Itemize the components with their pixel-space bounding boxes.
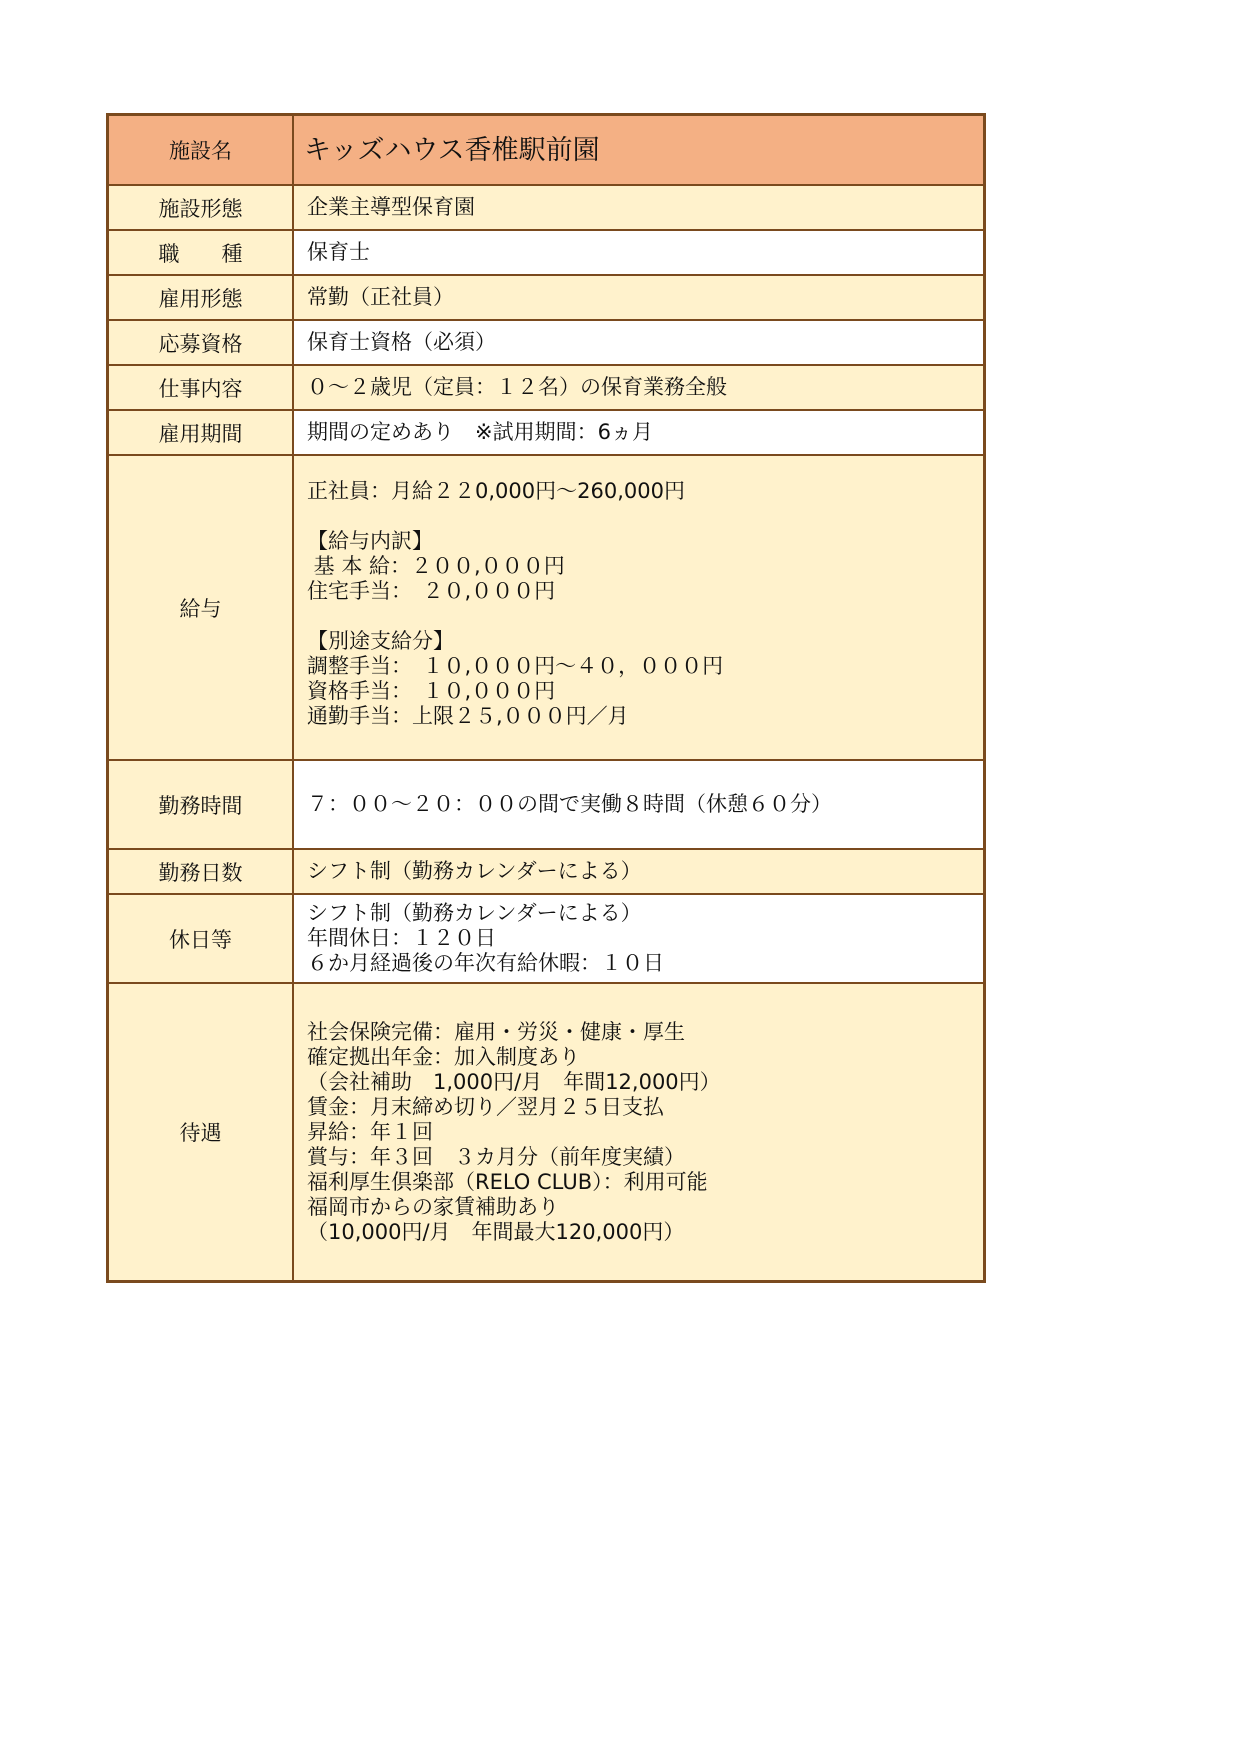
qualification-row <box>109 319 983 364</box>
salary-line: 基 本 給：２００,０００円 <box>307 554 565 578</box>
work-days-row <box>109 848 983 893</box>
holidays-line: シフト制（勤務カレンダーによる） <box>307 901 642 925</box>
benefits-line: 福利厚生倶楽部（RELO CLUB）：利用可能 <box>307 1169 708 1194</box>
salary-line: 住宅手当： ２０,０００円 <box>307 579 556 603</box>
benefits-row <box>109 982 983 1280</box>
qualification-label: 応募資格 <box>109 321 294 364</box>
holidays-row <box>109 893 983 982</box>
benefits-line: 昇給：年１回 <box>307 1119 433 1144</box>
job-type-row <box>109 229 983 274</box>
facility-name-value: キッズハウス香椎駅前園 <box>304 134 600 166</box>
benefits-line: 賃金：月末締め切り／翌月２５日支払 <box>307 1094 664 1119</box>
work-days-value: シフト制（勤務カレンダーによる） <box>307 859 642 883</box>
job-content-row <box>109 364 983 409</box>
facility-type-row <box>109 184 983 229</box>
job-content-label: 仕事内容 <box>109 366 294 409</box>
facility-name-row <box>109 116 983 184</box>
employment-type-row <box>109 274 983 319</box>
salary-row <box>109 454 983 759</box>
holidays-value <box>294 895 983 982</box>
salary-line: 資格手当： １０,０００円 <box>307 679 556 703</box>
salary-line: 正社員：月給２２0,000円～260,000円 <box>307 479 685 503</box>
holidays-label: 休日等 <box>109 895 294 982</box>
salary-line: 【給与内訳】 <box>307 529 433 553</box>
benefits-label: 待遇 <box>109 984 294 1280</box>
salary-line <box>307 604 983 629</box>
salary-line: 通勤手当：上限２５,０００円／月 <box>307 704 629 728</box>
facility-type-label: 施設形態 <box>109 186 294 229</box>
benefits-line: （会社補助 1,000円/月 年間12,000円） <box>307 1069 721 1094</box>
benefits-line: 社会保険完備：雇用・労災・健康・厚生 <box>307 1019 685 1044</box>
benefits-line: 確定拠出年金：加入制度あり <box>307 1044 580 1069</box>
employment-type-value: 常勤（正社員） <box>307 285 454 309</box>
salary-line: 調整手当： １０,０００円～４０，０００円 <box>307 654 724 678</box>
work-hours-label: 勤務時間 <box>109 761 294 848</box>
work-hours-row <box>109 759 983 848</box>
salary-line <box>307 504 983 529</box>
holidays-line: 年間休日：１２０日 <box>307 926 496 950</box>
benefits-line: 賞与：年３回 ３カ月分（前年度実績） <box>307 1144 685 1169</box>
employment-period-label: 雇用期間 <box>109 411 294 454</box>
employment-period-row <box>109 409 983 454</box>
salary-line: 【別途支給分】 <box>307 629 454 653</box>
job-type-label: 職 種 <box>109 231 294 274</box>
work-days-label: 勤務日数 <box>109 850 294 893</box>
benefits-line: （10,000円/月 年間最大120,000円） <box>307 1219 685 1244</box>
facility-name-label: 施設名 <box>109 116 294 184</box>
work-hours-value: ７：００～２０：００の間で実働８時間（休憩６０分） <box>307 792 832 816</box>
job-info-table <box>106 113 986 1283</box>
employment-period-value: 期間の定めあり ※試用期間：6ヵ月 <box>307 420 653 444</box>
benefits-value <box>294 984 983 1280</box>
facility-type-value: 企業主導型保育園 <box>307 195 475 219</box>
employment-type-label: 雇用形態 <box>109 276 294 319</box>
job-type-value: 保育士 <box>307 240 370 264</box>
job-content-value: ０～２歳児（定員：１２名）の保育業務全般 <box>307 375 727 399</box>
holidays-line: ６か月経過後の年次有給休暇：１０日 <box>307 951 664 975</box>
salary-label: 給与 <box>109 456 294 759</box>
qualification-value: 保育士資格（必須） <box>307 330 496 354</box>
benefits-line: 福岡市からの家賃補助あり <box>307 1194 559 1219</box>
salary-value <box>294 456 983 759</box>
